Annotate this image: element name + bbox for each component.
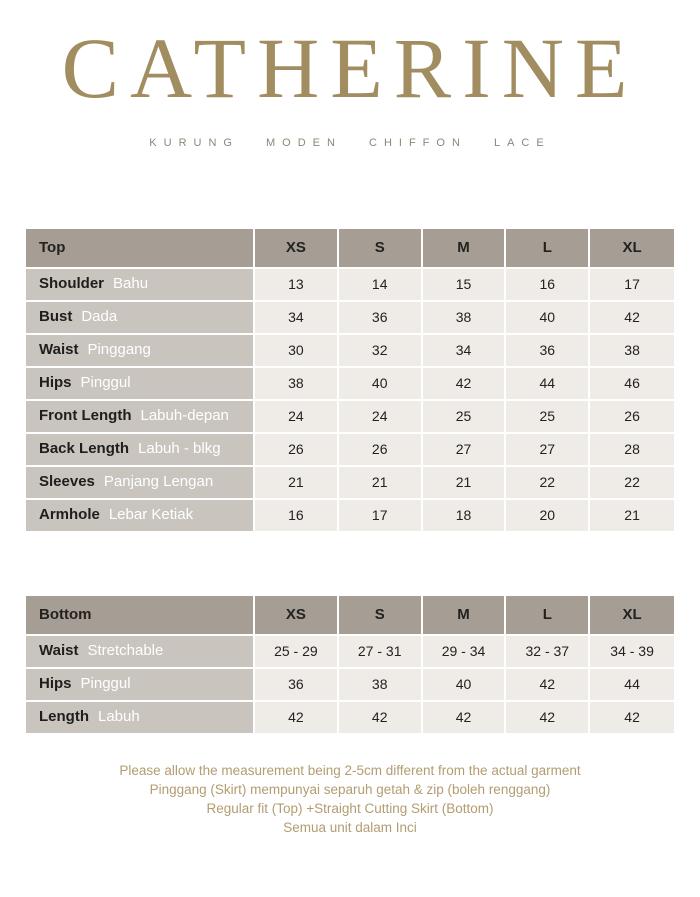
row-label-cell <box>26 467 255 500</box>
table-row <box>26 636 674 669</box>
measurement-value-cell: 24 <box>255 401 339 434</box>
measurement-value-cell: 34 - 39 <box>590 636 674 669</box>
row-translation: Labuh <box>98 708 140 726</box>
measurement-value-cell: 21 <box>339 467 423 500</box>
measurement-value-cell: 44 <box>506 368 590 401</box>
measurement-value-cell: 38 <box>590 335 674 368</box>
measurement-value-cell: 32 <box>339 335 423 368</box>
row-label-cell <box>26 702 255 735</box>
table-row <box>26 302 674 335</box>
table-row <box>26 669 674 702</box>
row-label-cell <box>26 368 255 401</box>
size-column-header: XL <box>590 229 674 269</box>
row-label: Armhole <box>39 506 100 524</box>
row-translation: Dada <box>81 308 118 326</box>
measurement-value-cell: 36 <box>339 302 423 335</box>
row-label: Hips <box>39 675 72 693</box>
size-column-header: M <box>423 229 507 269</box>
measurement-value-cell: 44 <box>590 669 674 702</box>
brand-subtitle: KURUNG MODEN CHIFFON LACE <box>149 136 551 149</box>
table-row <box>26 269 674 302</box>
measurement-value-cell: 16 <box>255 500 339 533</box>
row-label-cell <box>26 335 255 368</box>
measurement-value-cell: 46 <box>590 368 674 401</box>
table-row <box>26 434 674 467</box>
measurement-value-cell: 25 - 29 <box>255 636 339 669</box>
measurement-value-cell: 21 <box>423 467 507 500</box>
size-column-header: XS <box>255 229 339 269</box>
size-column-header: XL <box>590 596 674 636</box>
measurement-value-cell: 38 <box>255 368 339 401</box>
measurement-value-cell: 17 <box>590 269 674 302</box>
measurement-value-cell: 17 <box>339 500 423 533</box>
row-label-cell <box>26 636 255 669</box>
row-translation: Stretchable <box>87 642 164 660</box>
measurement-value-cell: 29 - 34 <box>423 636 507 669</box>
measurement-value-cell: 27 - 31 <box>339 636 423 669</box>
row-label-cell <box>26 434 255 467</box>
measurement-value-cell: 22 <box>590 467 674 500</box>
measurement-value-cell: 42 <box>590 302 674 335</box>
row-label-cell <box>26 302 255 335</box>
measurement-value-cell: 22 <box>506 467 590 500</box>
row-label: Bust <box>39 308 73 326</box>
measurement-value-cell: 14 <box>339 269 423 302</box>
measurement-value-cell: 25 <box>423 401 507 434</box>
row-label: Waist <box>39 341 79 359</box>
measurement-value-cell: 21 <box>255 467 339 500</box>
table-header-row <box>26 596 674 636</box>
measurement-value-cell: 36 <box>506 335 590 368</box>
table-row <box>26 702 674 735</box>
measurement-value-cell: 24 <box>339 401 423 434</box>
measurement-value-cell: 27 <box>506 434 590 467</box>
row-label: Back Length <box>39 440 130 458</box>
row-label: Length <box>39 708 89 726</box>
measurement-value-cell: 21 <box>590 500 674 533</box>
measurement-value-cell: 25 <box>506 401 590 434</box>
measurement-value-cell: 38 <box>423 302 507 335</box>
measurement-value-cell: 42 <box>255 702 339 735</box>
row-label: Shoulder <box>39 275 105 293</box>
measurement-value-cell: 18 <box>423 500 507 533</box>
row-translation: Pinggul <box>80 675 131 693</box>
measurement-value-cell: 40 <box>423 669 507 702</box>
row-translation: Panjang Lengan <box>103 473 214 491</box>
measurement-value-cell: 34 <box>423 335 507 368</box>
size-column-header: M <box>423 596 507 636</box>
row-translation: Labuh-depan <box>140 407 229 425</box>
table-row <box>26 500 674 533</box>
size-table-top <box>26 229 674 533</box>
measurement-value-cell: 26 <box>590 401 674 434</box>
row-translation: Bahu <box>113 275 149 293</box>
row-label: Sleeves <box>39 473 95 491</box>
measurement-value-cell: 36 <box>255 669 339 702</box>
row-translation: Labuh - blkg <box>138 440 221 458</box>
size-column-header: L <box>506 229 590 269</box>
brand-title: CATHERINE <box>61 20 639 116</box>
measurement-value-cell: 32 - 37 <box>506 636 590 669</box>
row-label-cell <box>26 669 255 702</box>
measurement-value-cell: 42 <box>590 702 674 735</box>
table-title-cell: Bottom <box>26 596 255 636</box>
measurement-value-cell: 34 <box>255 302 339 335</box>
measurement-value-cell: 28 <box>590 434 674 467</box>
size-column-header: S <box>339 229 423 269</box>
footer-note-line: Please allow the measurement being 2-5cm different from the actual garment <box>119 762 581 778</box>
measurement-value-cell: 38 <box>339 669 423 702</box>
table-row <box>26 368 674 401</box>
measurement-value-cell: 42 <box>506 702 590 735</box>
table-header-row <box>26 229 674 269</box>
footer-note-line: Pinggang (Skirt) mempunyai separuh getah & zip (boleh renggang) <box>149 781 551 797</box>
measurement-value-cell: 30 <box>255 335 339 368</box>
row-label-cell <box>26 401 255 434</box>
measurement-value-cell: 42 <box>339 702 423 735</box>
measurement-value-cell: 40 <box>339 368 423 401</box>
row-label: Front Length <box>39 407 132 425</box>
size-column-header: S <box>339 596 423 636</box>
row-translation: Pinggang <box>87 341 151 359</box>
table-row <box>26 401 674 434</box>
footer-note-line: Regular fit (Top) +Straight Cutting Skirt (Bottom) <box>206 800 494 816</box>
row-translation: Lebar Ketiak <box>108 506 194 524</box>
footer-notes <box>0 761 700 837</box>
size-column-header: L <box>506 596 590 636</box>
row-label-cell <box>26 269 255 302</box>
measurement-value-cell: 42 <box>423 702 507 735</box>
row-translation: Pinggul <box>80 374 131 392</box>
measurement-value-cell: 15 <box>423 269 507 302</box>
footer-note-line: Semua unit dalam Inci <box>283 819 417 835</box>
measurement-value-cell: 20 <box>506 500 590 533</box>
measurement-value-cell: 27 <box>423 434 507 467</box>
table-row <box>26 335 674 368</box>
measurement-value-cell: 26 <box>339 434 423 467</box>
row-label-cell <box>26 500 255 533</box>
size-table-bottom <box>26 596 674 735</box>
row-label: Waist <box>39 642 79 660</box>
row-label: Hips <box>39 374 72 392</box>
measurement-value-cell: 42 <box>423 368 507 401</box>
measurement-value-cell: 26 <box>255 434 339 467</box>
size-column-header: XS <box>255 596 339 636</box>
table-title-cell: Top <box>26 229 255 269</box>
measurement-value-cell: 42 <box>506 669 590 702</box>
measurement-value-cell: 40 <box>506 302 590 335</box>
measurement-value-cell: 13 <box>255 269 339 302</box>
table-row <box>26 467 674 500</box>
measurement-value-cell: 16 <box>506 269 590 302</box>
